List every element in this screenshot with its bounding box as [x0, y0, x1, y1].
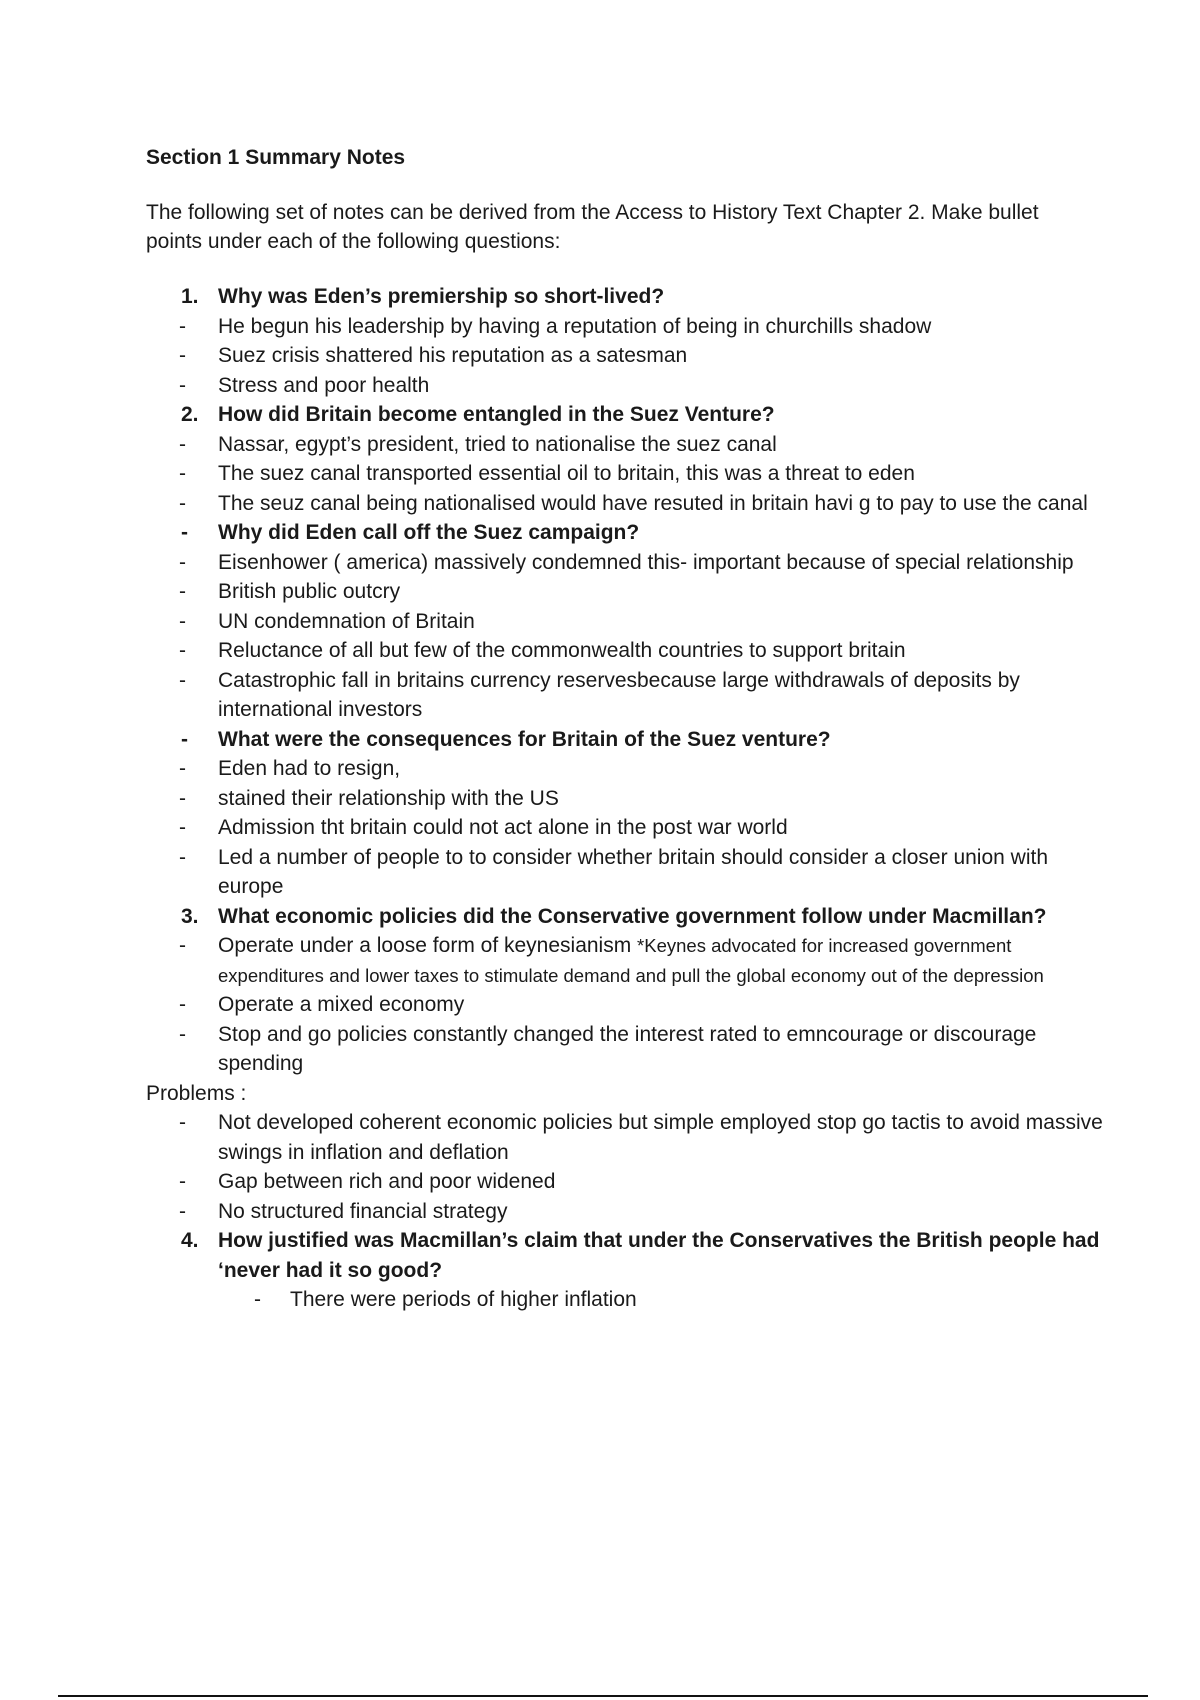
intro-paragraph: The following set of notes can be derived from the Access to History Text Chapter 2. Make bullet points under each of the following questions:	[146, 201, 1039, 253]
dash-marker: -	[179, 1170, 186, 1193]
bullet-text: Stop and go policies constantly changed the interest rated to emncourage or discourage spending	[218, 1022, 1037, 1075]
dash-marker: -	[179, 344, 186, 367]
dash-marker: -	[179, 1022, 186, 1046]
dash-marker: -	[179, 462, 186, 485]
list-item	[146, 1108, 1106, 1167]
bullet-text: Admission tht britain could not act alone in the post war world	[218, 816, 788, 839]
dash-marker: -	[181, 521, 188, 544]
bullet-text: Eisenhower ( america) massively condemned this- important because of special relationship	[218, 550, 1074, 574]
list-item	[146, 636, 1106, 666]
bullet-text: stained their relationship with the US	[218, 786, 559, 810]
question-3	[146, 902, 1106, 932]
bullet-text: The seuz canal being nationalised would have resuted in britain havi g to pay to use the canal	[218, 491, 1088, 515]
problems-label: Problems :	[146, 1081, 247, 1105]
keynes-footnote: *Keynes advocated for increased government expenditures and lower taxes to stimulate demand and pull the global economy out of the depression	[218, 935, 1044, 986]
list-item	[146, 430, 1106, 460]
list-item	[146, 1020, 1106, 1079]
list-item	[146, 1167, 1106, 1197]
list-item	[146, 1197, 1106, 1227]
bullet-text: Eden had to resign,	[218, 757, 401, 780]
question-number: 1.	[181, 285, 199, 308]
document-body	[146, 143, 1106, 1315]
dash-marker: -	[179, 1111, 186, 1134]
bullet-text: Led a number of people to to consider whether britain should consider a closer union with europe	[218, 845, 1049, 898]
bullet-text: Gap between rich and poor widened	[218, 1170, 556, 1193]
list-item	[146, 813, 1106, 843]
bullet-text: No structured financial strategy	[218, 1199, 508, 1223]
page-bottom-rule	[58, 1695, 1148, 1697]
dash-marker: -	[179, 314, 186, 338]
bullet-text: Operate under a loose form of keynesianism	[218, 934, 638, 957]
dash-marker: -	[254, 1288, 261, 1311]
subquestion-suez-consequences	[146, 725, 1106, 755]
bullet-text: The suez canal transported essential oil to britain, this was a threat to eden	[218, 462, 915, 485]
bullet-text: British public outcry	[218, 580, 401, 603]
list-item	[146, 931, 1106, 990]
dash-marker: -	[179, 550, 186, 574]
dash-marker: -	[179, 845, 186, 869]
question-number: 3.	[181, 904, 199, 928]
question-number: 4.	[181, 1229, 199, 1252]
question-text: What were the consequences for Britain of the Suez venture?	[218, 727, 831, 751]
document-title: Section 1 Summary Notes	[146, 146, 406, 169]
list-item	[146, 843, 1106, 902]
question-number: 2.	[181, 403, 199, 426]
notes-list	[146, 282, 1106, 1315]
question-text: How justified was Macmillan’s claim that under the Conservatives the British people had ‘never had it so good?	[218, 1229, 1100, 1282]
list-item	[146, 754, 1106, 784]
question-1	[146, 282, 1106, 312]
bullet-text: Nassar, egypt’s president, tried to nationalise the suez canal	[218, 432, 777, 456]
list-item	[146, 607, 1106, 637]
list-item	[146, 312, 1106, 342]
dash-marker: -	[179, 1199, 186, 1223]
list-item	[146, 341, 1106, 371]
dash-marker: -	[179, 993, 186, 1016]
bullet-text: Suez crisis shattered his reputation as a satesman	[218, 344, 688, 367]
dash-marker: -	[179, 757, 186, 780]
bullet-text: UN condemnation of Britain	[218, 609, 475, 633]
dash-marker: -	[179, 491, 186, 515]
question-text: How did Britain become entangled in the Suez Venture?	[218, 403, 775, 426]
list-item	[146, 371, 1106, 401]
subquestion-suez-campaign	[146, 518, 1106, 548]
dash-marker: -	[179, 668, 186, 692]
list-item	[146, 666, 1106, 725]
bullet-text: Operate a mixed economy	[218, 993, 465, 1016]
dash-marker: -	[179, 816, 186, 839]
dash-marker: -	[179, 639, 186, 662]
question-text: Why did Eden call off the Suez campaign?	[218, 521, 640, 544]
list-item	[146, 1285, 1106, 1315]
question-2	[146, 400, 1106, 430]
list-item	[146, 784, 1106, 814]
question-text: Why was Eden’s premiership so short-lived?	[218, 285, 665, 308]
list-item	[146, 548, 1106, 578]
bullet-text: Catastrophic fall in britains currency reservesbecause large withdrawals of deposits by international investors	[218, 668, 1020, 721]
dash-marker: -	[179, 432, 186, 456]
list-item	[146, 459, 1106, 489]
bullet-text: Not developed coherent economic policies but simple employed stop go tactis to avoid massive swings in inflation and deflation	[218, 1111, 1103, 1164]
dash-marker: -	[179, 609, 186, 633]
bullet-text: There were periods of higher inflation	[290, 1288, 637, 1311]
dash-marker: -	[179, 786, 186, 810]
list-item	[146, 489, 1106, 519]
dash-marker: -	[179, 934, 186, 957]
dash-marker: -	[179, 580, 186, 603]
bullet-text: Reluctance of all but few of the commonwealth countries to support britain	[218, 639, 906, 662]
list-item	[146, 577, 1106, 607]
bullet-text: Stress and poor health	[218, 373, 430, 397]
dash-marker: -	[179, 373, 186, 397]
list-item	[146, 990, 1106, 1020]
question-text: What economic policies did the Conservative government follow under Macmillan?	[218, 904, 1047, 928]
dash-marker: -	[181, 727, 188, 751]
bullet-text: He begun his leadership by having a reputation of being in churchills shadow	[218, 314, 932, 338]
question-4	[146, 1226, 1106, 1285]
